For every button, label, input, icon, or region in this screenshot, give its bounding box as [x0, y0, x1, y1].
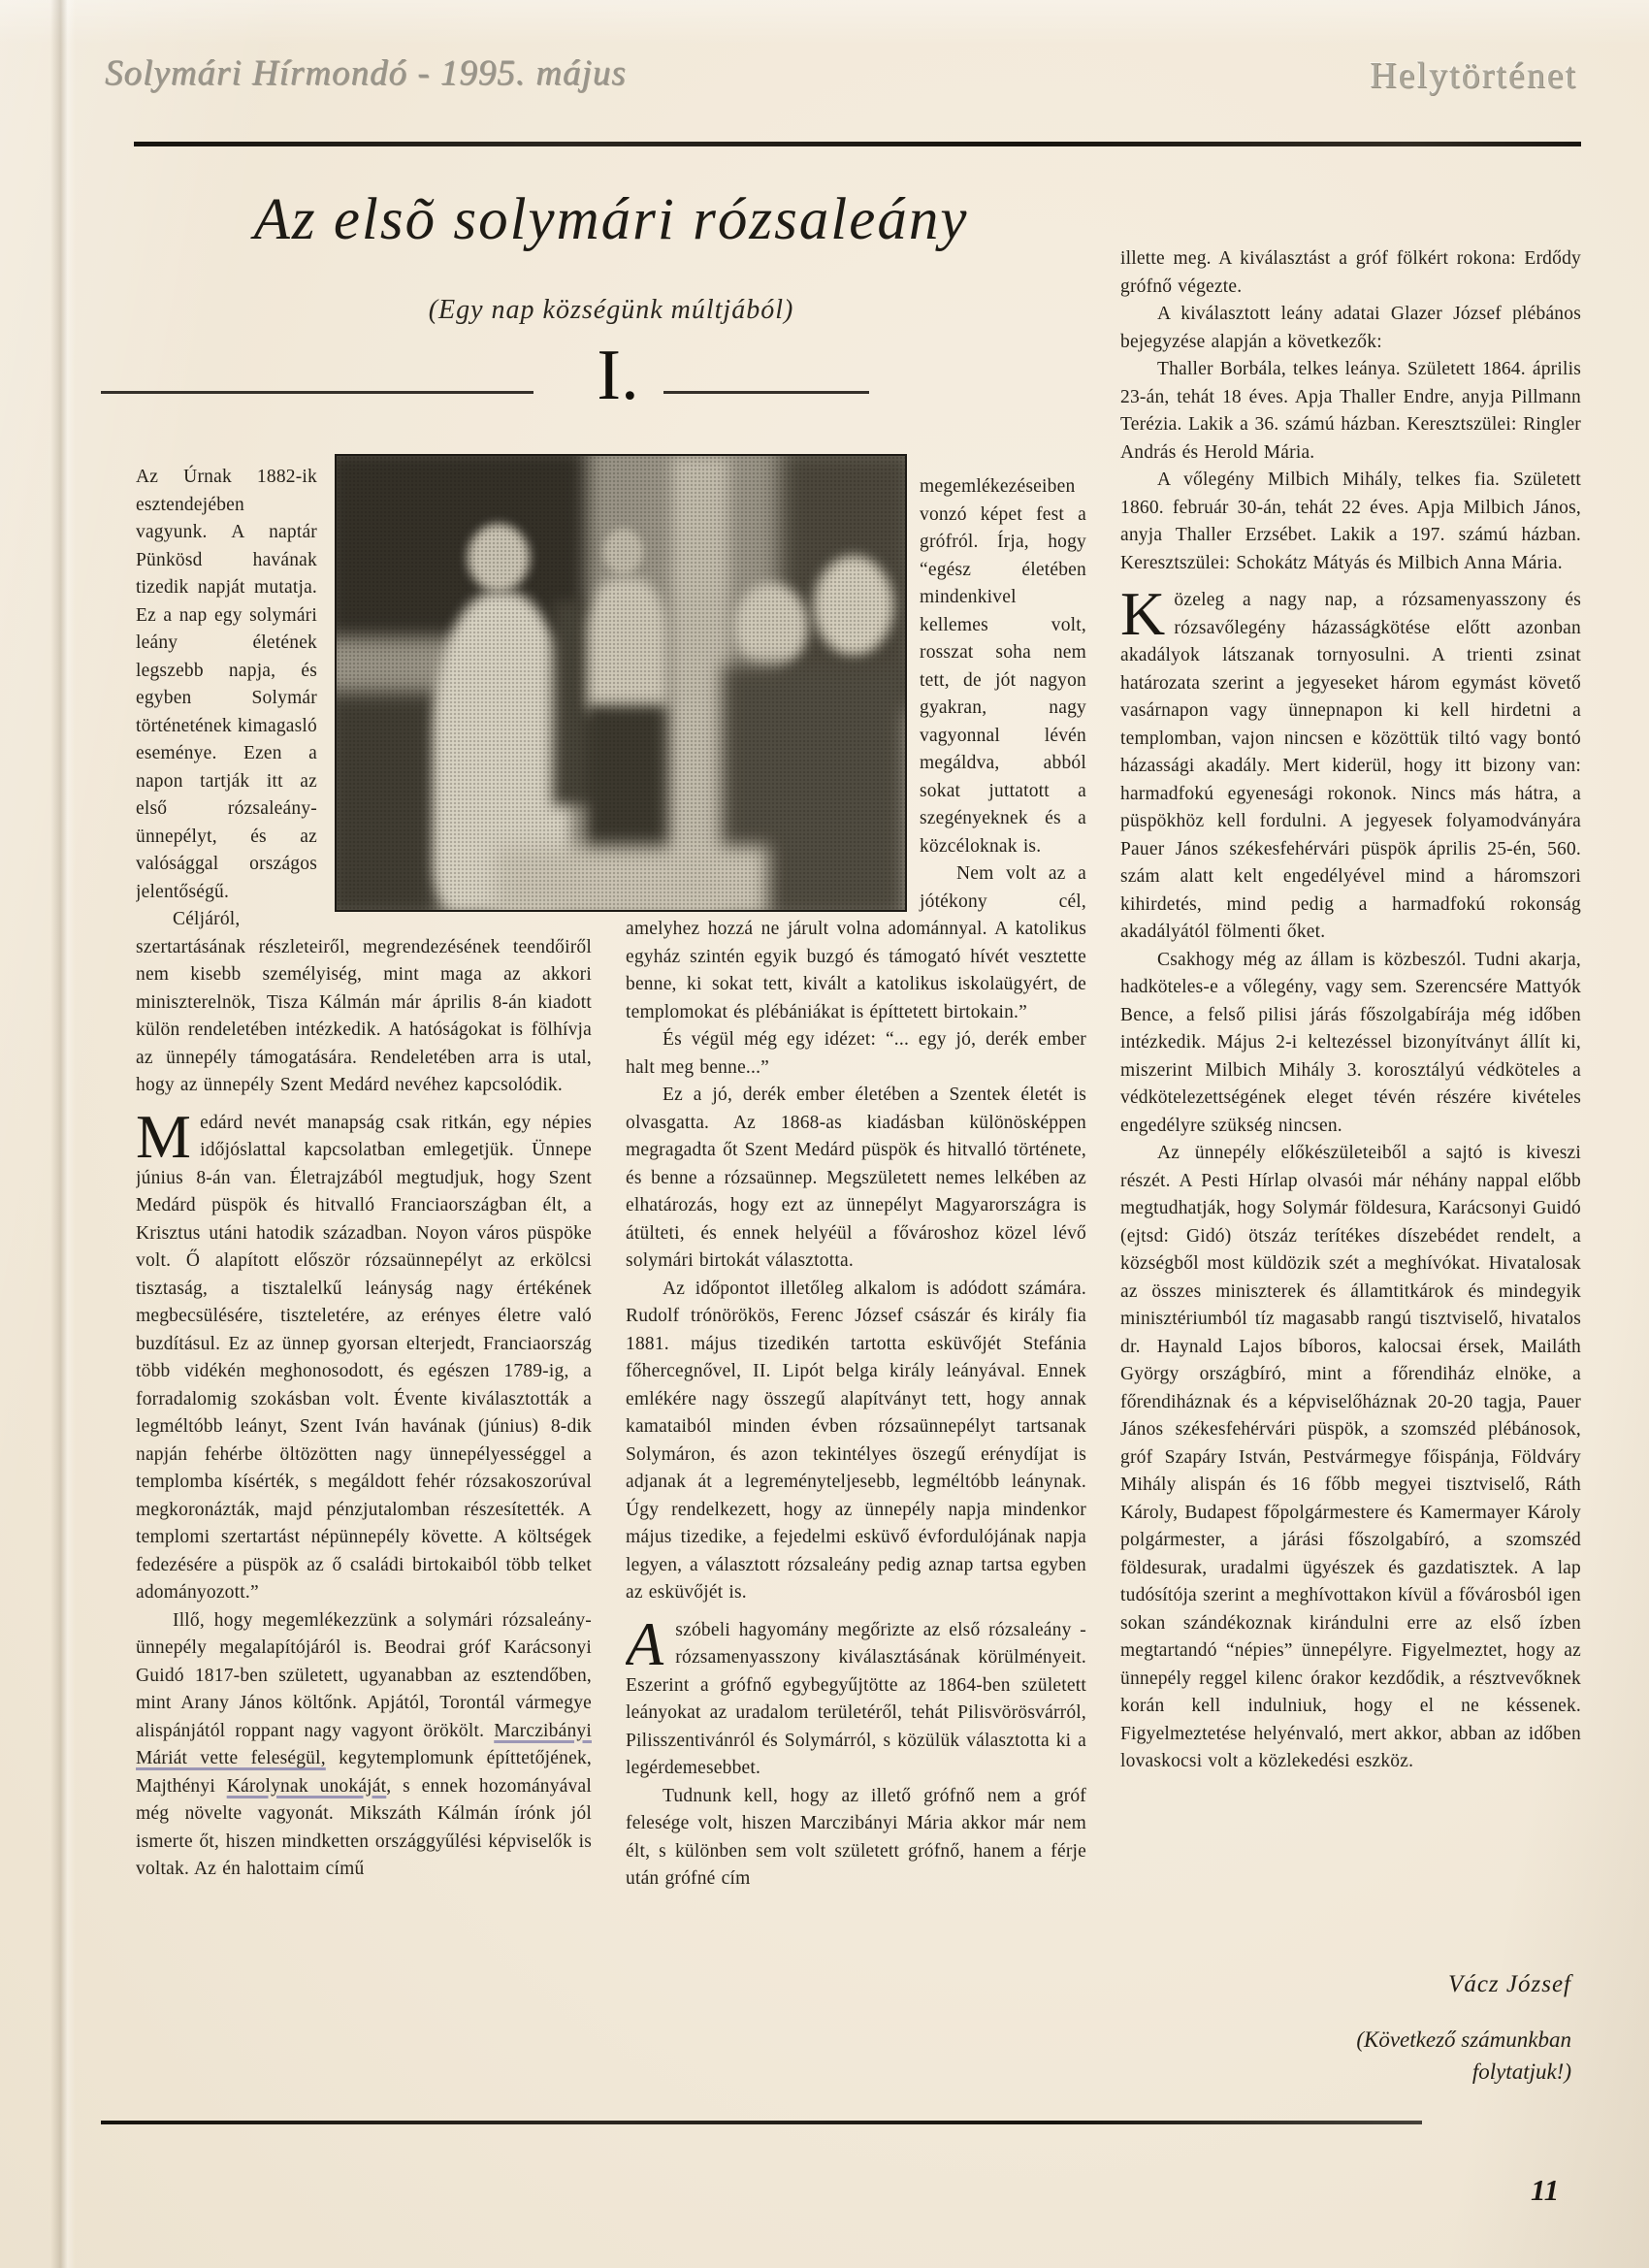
photo-shape — [587, 705, 666, 896]
text-run: özeleg a nagy nap, a rózsamenyasszony és rózsavőlegény házasságkötése előtt azonban akadályok látszanak tornyosulni. A trienti zsinat határozata szerint a jegyeseket három egymást követő vasárnapon vagy ünnepnapon ki kell hirdetni a templomban, vajon nincsen e közöttük tiltó vagy bontó házassági akadály. Mert kiderül, hogy itt bizony van: harmadfokú egyenesági rokonok. Nincs más hátra, a püspökhöz kell fordulni. A jegyesek folyamodványára Pauer János székesfehérvári püspök április 25-én, 560. szám alatt kelt engedélyével mind a háromszori kihirdetés, mind pedig a harmadfokú rokonság akadályától fölmenti őket. — [1120, 590, 1581, 942]
photo-shape — [587, 578, 666, 714]
paragraph — [136, 906, 592, 1100]
photo-shape — [723, 664, 905, 912]
text-run: megemlékezéseiben vonzó képet fest a grófról. Írja, hogy “egész életében mindenkivel kellemes volt, rosszat soha nem tett, de jót nagyon gyakran, nagy vagyonnal lévén megáldva, abból sokat juttatott a szegényeknek és a közcéloknak is. — [920, 476, 1086, 857]
text-run: Thaller Borbála, telkes leánya. Született 1864. április 23-án, tehát 18 éves. Apja Thaller Endre, anyja Pillmann Terézia. Lakik a 36. számú házban. Keresztszülei: Ringler András és Herold Mária. — [1120, 359, 1581, 463]
text-column-3 — [1120, 245, 1581, 1970]
photo-shape — [468, 524, 530, 592]
header-rule — [134, 142, 1581, 146]
scan-crease — [50, 0, 76, 2268]
text-run: Ez a jó, derék ember életében a Szentek életét is olvasgatta. Az 1868-as kiadásban különösképpen megragadta őt Szent Medárd püspök és hitvalló története, és benne a rózsaünnep. Megszületett nemes lelkében az elhatározás, hogy ezt az ünnepélyt Magyarországra is átülteti, és ennek helyéül a fővároshoz közel lévő solymári birtokát választotta. — [626, 1085, 1086, 1271]
paragraph — [1120, 467, 1581, 577]
paragraph — [626, 1026, 1086, 1082]
paragraph — [1120, 301, 1581, 356]
article-photo — [335, 454, 907, 912]
signature-author: Vácz József — [1448, 1971, 1571, 1997]
photo-shape — [672, 456, 729, 910]
pen-underline: Marczibányi Máriát vette feleségül, — [136, 1720, 592, 1768]
masthead-section-label: Helytörténet — [1370, 55, 1577, 96]
photo-shape — [496, 846, 768, 912]
text-run: Nem volt az a jótékony cél, amelyhez hozzá ne járult volna adománnyal. A katolikus egyház szintén egyik buzgó és támogató hívét vesztette benne, ki sokat tett, kivált a katolikus iskolaügyért, de templomokat és plébániákat is építtetett birtokain.” — [626, 863, 1086, 1022]
article-title: Az elsõ solymári rózsaleány — [253, 187, 969, 252]
text-run: Az Úrnak 1882-ik esztendejében vagyunk. A naptár Pünkösd havának tizedik napját mutatja. Ez a nap egy solymári leány életének legszebb napja, és egyben Solymár történetének kimagasló eseménye. Ezen a napon tartják itt az első rózsaleány-ünnepélyt, és az valósággal országos jelentőségű. — [136, 467, 317, 902]
paragraph — [1120, 245, 1581, 301]
photo-shape — [434, 592, 570, 910]
text-run: És végül még egy idézet: “... egy jó, derék ember halt meg benne...” — [626, 1029, 1086, 1078]
drop-cap: A — [626, 1608, 664, 1678]
photo-shape — [814, 556, 893, 656]
section-divider-rule-right — [663, 391, 869, 394]
masthead-title: Solymári Hírmondó - 1995. május — [105, 53, 627, 93]
section-divider-rule-left — [101, 391, 534, 394]
photo-shape — [603, 529, 643, 574]
paper-fold-highlight — [0, 0, 1649, 45]
text-run: kegytemplomunk építtetőjének, Majthényi — [136, 1748, 592, 1797]
paragraph — [1120, 356, 1581, 467]
paragraph — [136, 1607, 592, 1884]
text-run: , s ennek hozományával még növelte vagyonát. Mikszáth Kálmán írónk jól ismerte őt, hiszen mindketten országgyűlési képviselők is voltak. Az én halottaim című — [136, 1775, 592, 1879]
photo-shape — [780, 454, 907, 710]
text-run: Céljáról, szertartásának részleteiről, megrendezésének teendőiről nem kisebb személyiség, mint maga az akkori miniszterelnök, Tisza Kálmán már április 8-án kiadott külön rendeletében intézkedik. A hatóságokat is fölhívja az ünnepély támogatására. Rendeletében arra is utal, hogy az ünnepély Szent Medárd nevéhez kapcsolódik. — [136, 909, 592, 1095]
page-number: 11 — [1531, 2173, 1560, 2207]
paragraph — [136, 1101, 592, 1607]
paragraph — [626, 1082, 1086, 1276]
paragraph — [1120, 947, 1581, 1141]
article-subtitle: (Egy nap községünk múltjából) — [428, 295, 794, 325]
text-run: edárd nevét manapság csak ritkán, egy népies időjóslattal kapcsolatban emlegetjük. Ünnepe június 8-án van. Életrajzából megtudjuk, hogy Szent Medárd püspök és hitvalló Franciaországban élt, a Krisztus utáni hatodik században. Noyon város püspöke volt. Ő alapított először rózsaünnepélyt az erkölcsi tisztaság, a tisztalelkű leányság nagy értékének megbecsülésére, tiszteletére, az erényes életre való buzdításul. Ez az ünnep gyorsan elterjedt, Franciaország több vidékén meghonosodott, és egészen 1789-ig, a forradalomig szokásban volt. Évente kiválasztották a legméltóbb leányt, Szent Iván havának (június) 8-dik napján fehérbe öltözötten nagy ünnepélyességgel a templomba kísérték, s megáldott fehér rózsakoszorúval megkoronázták, majd pénzjutalomban részesítették. A templomi szertartást népünnepély követte. A költségek fedezésére a püspök az ő családi birtokaiból több telket adományozott.” — [136, 1112, 592, 1603]
text-run: Illő, hogy megemlékezzünk a solymári rózsaleány-ünnepély megalapítójáról is. Beodrai gróf Karácsonyi Guidó 1817-ben született, ugyanabban az esztendőben, mint Arany János költőnk. Apjától, Torontál vármegye alispánjától roppant nagy vagyont örökölt. — [136, 1609, 592, 1741]
text-run: Csakhogy még az állam is közbeszól. Tudni akarja, hadköteles-e a vőlegény, vagy sem. Szerencsére Mattyók Bence, a felső pilisi járás főszolgabírája még időben intézkedik. Május 2-i keltezéssel bizonyítványt állít ki, miszerint Milbich Mihály 3. korosztályú védköteles a védkötelezettségének eleget tévén részére kivételes engedélyre szükség nincsen. — [1120, 949, 1581, 1136]
paragraph — [626, 1608, 1086, 1783]
paragraph — [1120, 579, 1581, 947]
text-run: Az ünnepély előkészületeiből a sajtó is kiveszi részét. A Pesti Hírlap olvasói már néhány nappal előbb megtudhatják, hogy Solymár földesura, Karácsonyi Guidó (ejtsd: Gidó) ötszáz terítékes díszebédet rendelt, a községből most küldözik szét a meghívókat. Hivatalosak az összes miniszterek és államtitkárok és mindegyik minisztériumból tíz magasabb rangú tisztviselő, hivatalos dr. Haynald Lajos bíboros, kalocsai érsek, Mailáth György országbíró, mint a főrendiház elnöke, a főrendiháznak és a képviselőháznak 20-20 tagja, Pauer János székesfehérvári püspök, a szomszéd plébánosok, gróf Szapáry István, Pestvármegye főispánja, Földváry Mihály alispán és 16 főbb megyei tisztviselő, Ráth Károly, Budapest főpolgármestere és Kamermayer Károly polgármester, a járási főszolgabíró, a szomszéd földesurak, uradalmi ügyészek és gazdatisztek. A lap tudósítója szerint a meghívottakon kívül a fővárosból igen sokan szándékoznak kirándulni erre az első ízben megtartandó “népies” ünnepélyre. Figyelmeztet, hogy az ünnepély reggel kilenc órakor kezdődik, a résztvevőknek korán kell indulniuk, hogy el ne késsenek. Figyelmeztetése helyénvaló, mert akkor, abban az időben lovaskocsi volt a közlekedési eszköz. — [1120, 1143, 1581, 1771]
photo-shape — [734, 583, 808, 669]
paragraph — [1120, 1140, 1581, 1776]
continuation-note: (Következő számunkban folytatjuk!) — [1356, 2027, 1571, 2084]
paragraph — [626, 1783, 1086, 1894]
text-run: szóbeli hagyomány megőrizte az első rózsaleány - rózsamenyasszony kiválasztásának körülményeit. Eszerint a grófnő egybegyűjtötte az 1864-ben született leányokat az uradalom területéről, tehát Pilisvörösvárról, Pilisszentivánról és Solymárról, s közülük választotta ki a legérdemesebbet. — [626, 1619, 1086, 1778]
photo-shape — [335, 692, 438, 912]
text-run: Az időpontot illetőleg alkalom is adódott számára. Rudolf trónörökös, Ferenc József császár és király fia 1881. május tizedikén tartotta esküvőjét Stefánia főhercegnővel, II. Lipót belga király leányával. Ennek emlékére nagy összegű alapítványt tett, hogy annak kamataiból minden évben rózsaünnepélyt tartsanak Solymáron, és azon tekintélyes öszegű erénydíjat is adjanak át a legreményteljesebb, legméltóbb leánynak. Úgy rendelkezett, hogy az ünnepély napja mindenkor május tizedike, a fejedelmi esküvő évfordulójának napja legyen, a választott rózsaleány pedig aznap tartsa egyben az esküvőjét is. — [626, 1278, 1086, 1603]
drop-cap: M — [136, 1101, 192, 1171]
footer-rule — [101, 2121, 1422, 2124]
photo-shape — [335, 454, 587, 637]
pen-underline: Károlynak unokáját — [226, 1775, 387, 1797]
text-run: Tudnunk kell, hogy az illető grófnő nem a gróf felesége volt, hiszen Marczibányi Mária akkor már nem élt, s különben sem volt született grófnő, hanem a férje után grófné cím — [626, 1785, 1086, 1889]
drop-cap: K — [1120, 579, 1166, 648]
section-marker: I. — [597, 336, 639, 415]
text-run: A vőlegény Milbich Mihály, telkes fia. Született 1860. február 30-án, tehát 22 éves. Apja Milbich János, anyja Thaller Erzsébet. Lakik a 197. számú házban. Keresztszülei: Schokátz Mátyás és Milbich Anna Mária. — [1120, 470, 1581, 573]
text-run: A kiválasztott leány adatai Glazer József plébános bejegyzése alapján a következők: — [1120, 304, 1581, 352]
photo-shape — [553, 601, 604, 806]
paragraph — [626, 1276, 1086, 1607]
text-run: illette meg. A kiválasztást a gróf fölkért rokona: Erdődy grófnő végezte. — [1120, 248, 1581, 297]
